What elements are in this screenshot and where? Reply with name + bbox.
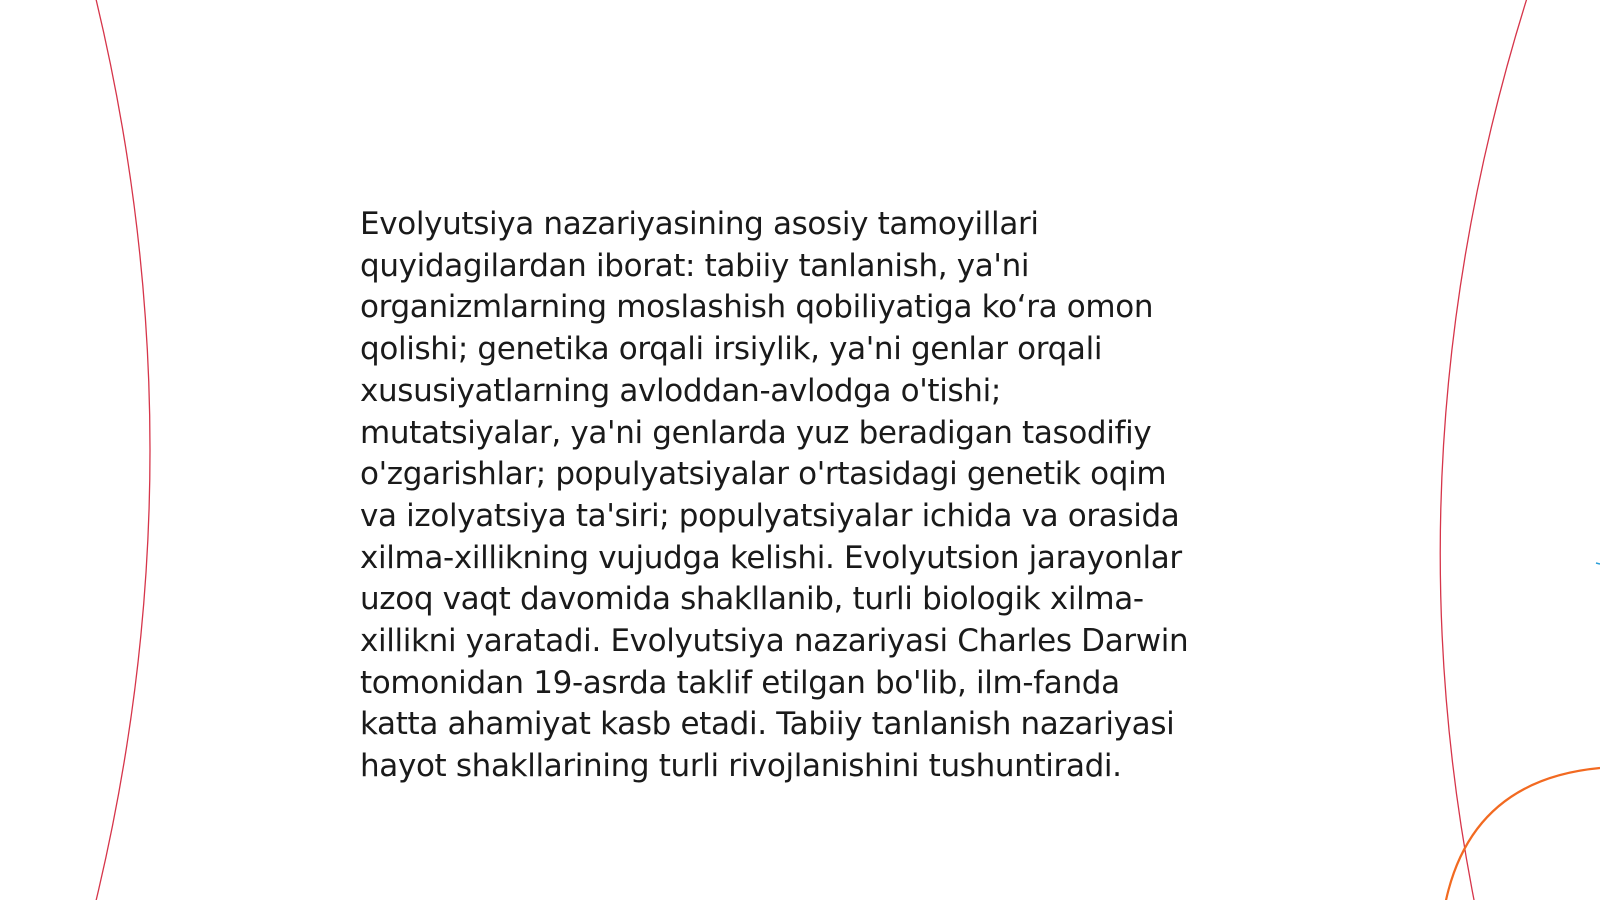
text-line: mutatsiyalar, ya'ni genlarda yuz beradigan tasodifiy bbox=[360, 414, 1152, 451]
text-line: qolishi; genetika orqali irsiylik, ya'ni genlar orqali bbox=[360, 331, 1103, 368]
text-line: tomonidan 19-asrda taklif etilgan bo'lib, ilm-fanda bbox=[360, 664, 1120, 701]
text-line: xillikni yaratadi. Evolyutsiya nazariyasi Charles Darwin bbox=[360, 623, 1189, 660]
text-line: katta ahamiyat kasb etadi. Tabiiy tanlanish nazariyasi bbox=[360, 706, 1175, 743]
text-line: quyidagilardan iborat: tabiiy tanlanish, ya'ni bbox=[360, 247, 1030, 284]
bottom-right-orange-arc bbox=[1445, 768, 1600, 900]
text-line: hayot shakllarining turli rivojlanishini tushuntiradi. bbox=[360, 748, 1122, 785]
text-line: xilma-xillikning vujudga kelishi. Evolyutsion jarayonlar bbox=[360, 539, 1182, 576]
text-line: xususiyatlarning avloddan-avlodga o'tishi; bbox=[360, 372, 1001, 409]
text-line: organizmlarning moslashish qobiliyatiga ko‘ra omon bbox=[360, 289, 1154, 326]
slide-body-text bbox=[360, 204, 1260, 788]
left-red-arc bbox=[95, 0, 150, 900]
text-line: uzoq vaqt davomida shakllanib, turli biologik xilma- bbox=[360, 581, 1144, 618]
text-line: Evolyutsiya nazariyasining asosiy tamoyillari bbox=[360, 206, 1039, 242]
right-edge-blue-tick bbox=[1596, 563, 1600, 564]
text-line: o'zgarishlar; populyatsiyalar o'rtasidagi genetik oqim bbox=[360, 456, 1167, 493]
text-line: va izolyatsiya ta'siri; populyatsiyalar ichida va orasida bbox=[360, 497, 1180, 534]
right-red-arc bbox=[1440, 0, 1528, 900]
